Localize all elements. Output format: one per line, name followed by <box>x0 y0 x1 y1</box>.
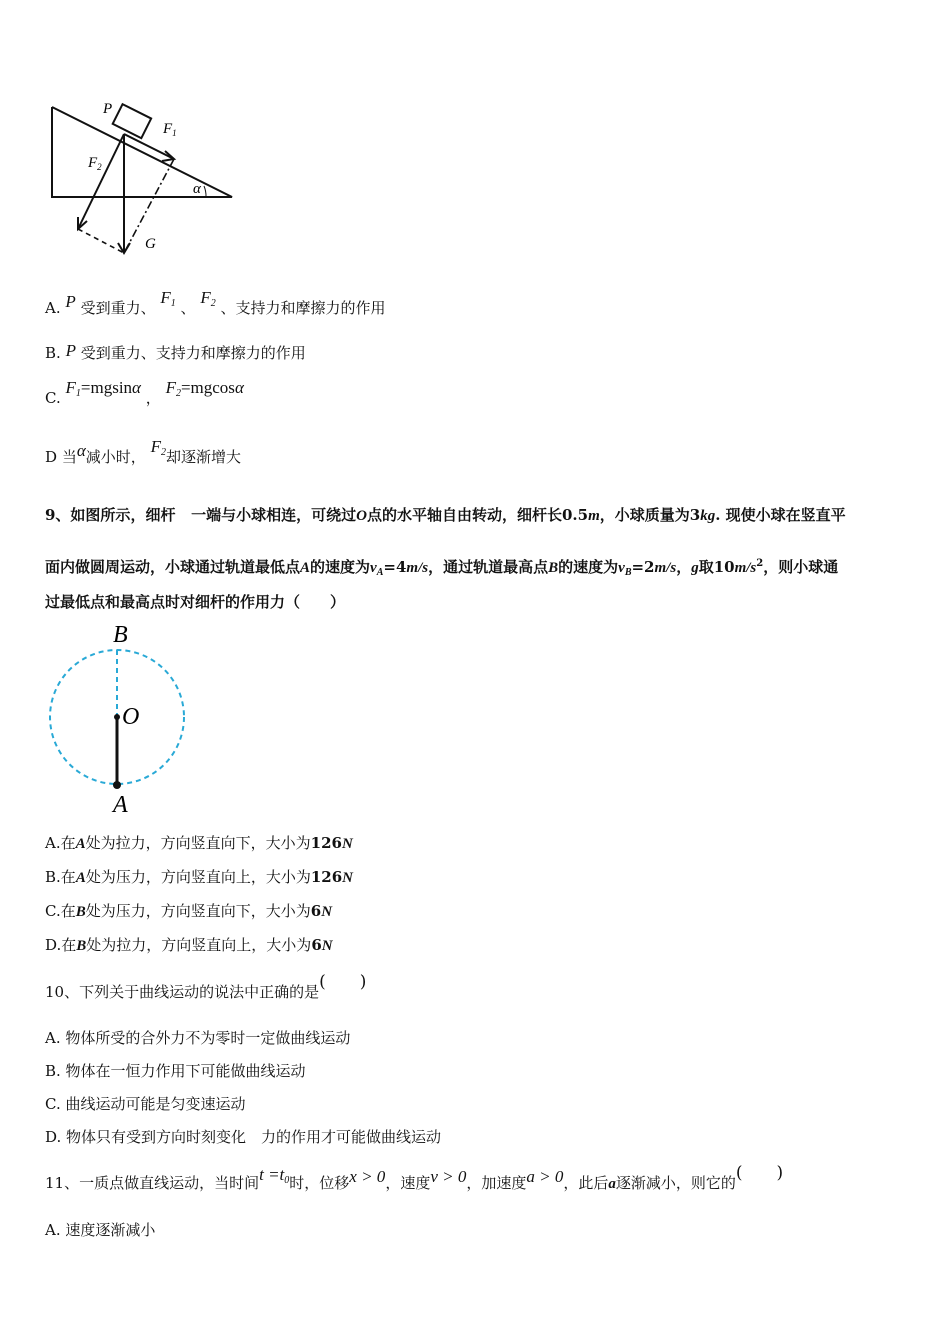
q9-option-a[interactable]: A.在A处为拉力，方向竖直向下，大小为126N <box>45 834 353 852</box>
label-p: P <box>103 101 113 117</box>
block-p <box>113 104 151 138</box>
q11-option-a[interactable]: A. 速度逐渐减小 <box>45 1221 156 1239</box>
q9-option-c[interactable]: C.在B处为压力，方向竖直向下，大小为6N <box>45 902 333 920</box>
q10-stem: 10、下列关于曲线运动的说法中正确的是( ) <box>45 972 367 1001</box>
label-o: O <box>122 704 140 730</box>
q8-option-c[interactable]: C. $F_1=mgsin\alpha$ ， $F_2=mgcos\alpha$ <box>45 378 244 407</box>
label-f1: $F_1$ <box>163 121 177 138</box>
q9-option-b[interactable]: B.在A处为压力，方向竖直向上，大小为126N <box>45 868 353 886</box>
q8-option-d[interactable]: D 当α减小时， $F_2$却逐渐增大 <box>45 437 241 466</box>
label-b: B <box>113 622 128 648</box>
q9-stem-line3: 过最低点和最高点时对细杆的作用力（ ） <box>45 593 346 611</box>
dash-f2-g <box>78 229 124 253</box>
q11-stem: 11、一质点做直线运动，当时间$t =t_0$时，位移x > 0，速度v > 0，加速度a > 0，此后a逐渐减小，则它的( ) <box>45 1163 784 1192</box>
ball-a <box>113 781 121 789</box>
label-g: G <box>145 236 156 252</box>
q8-option-a[interactable]: A. P 受到重力、 $F_1$ 、 $F_2$ 、支持力和摩擦力的作用 <box>45 288 386 317</box>
q9-option-d[interactable]: D.在B处为拉力，方向竖直向上，大小为6N <box>45 936 333 954</box>
q9-stem-line2: 面内做圆周运动，小球通过轨道最低点A的速度为$v_A=4m/s$，通过轨道最高点B的速度为$v_B=2m/s$，g取$10m/s^2$，则小球通 <box>45 558 839 578</box>
q10-option-a[interactable]: A. 物体所受的合外力不为零时一定做曲线运动 <box>45 1029 351 1047</box>
q8-option-b[interactable]: B. P 受到重力、支持力和摩擦力的作用 <box>45 341 306 362</box>
incline-force-diagram <box>40 95 250 260</box>
label-alpha: α <box>193 181 201 197</box>
label-f2: $F_2$ <box>88 155 102 172</box>
pivot-o <box>114 714 120 720</box>
q10-option-b[interactable]: B. 物体在一恒力作用下可能做曲线运动 <box>45 1062 306 1080</box>
q9-stem-line1: 9、如图所示，细杆 一端与小球相连，可绕过O点的水平轴自由转动，细杆长0.5m，小球质量为3kg. 现使小球在竖直平 <box>45 506 846 524</box>
label-a: A <box>113 792 128 818</box>
q10-option-c[interactable]: C. 曲线运动可能是匀变速运动 <box>45 1095 246 1113</box>
circle-motion-diagram <box>40 618 200 818</box>
arrow-f2 <box>78 134 124 229</box>
q10-option-d[interactable]: D. 物体只有受到方向时刻变化 力的作用才可能做曲线运动 <box>45 1128 442 1146</box>
